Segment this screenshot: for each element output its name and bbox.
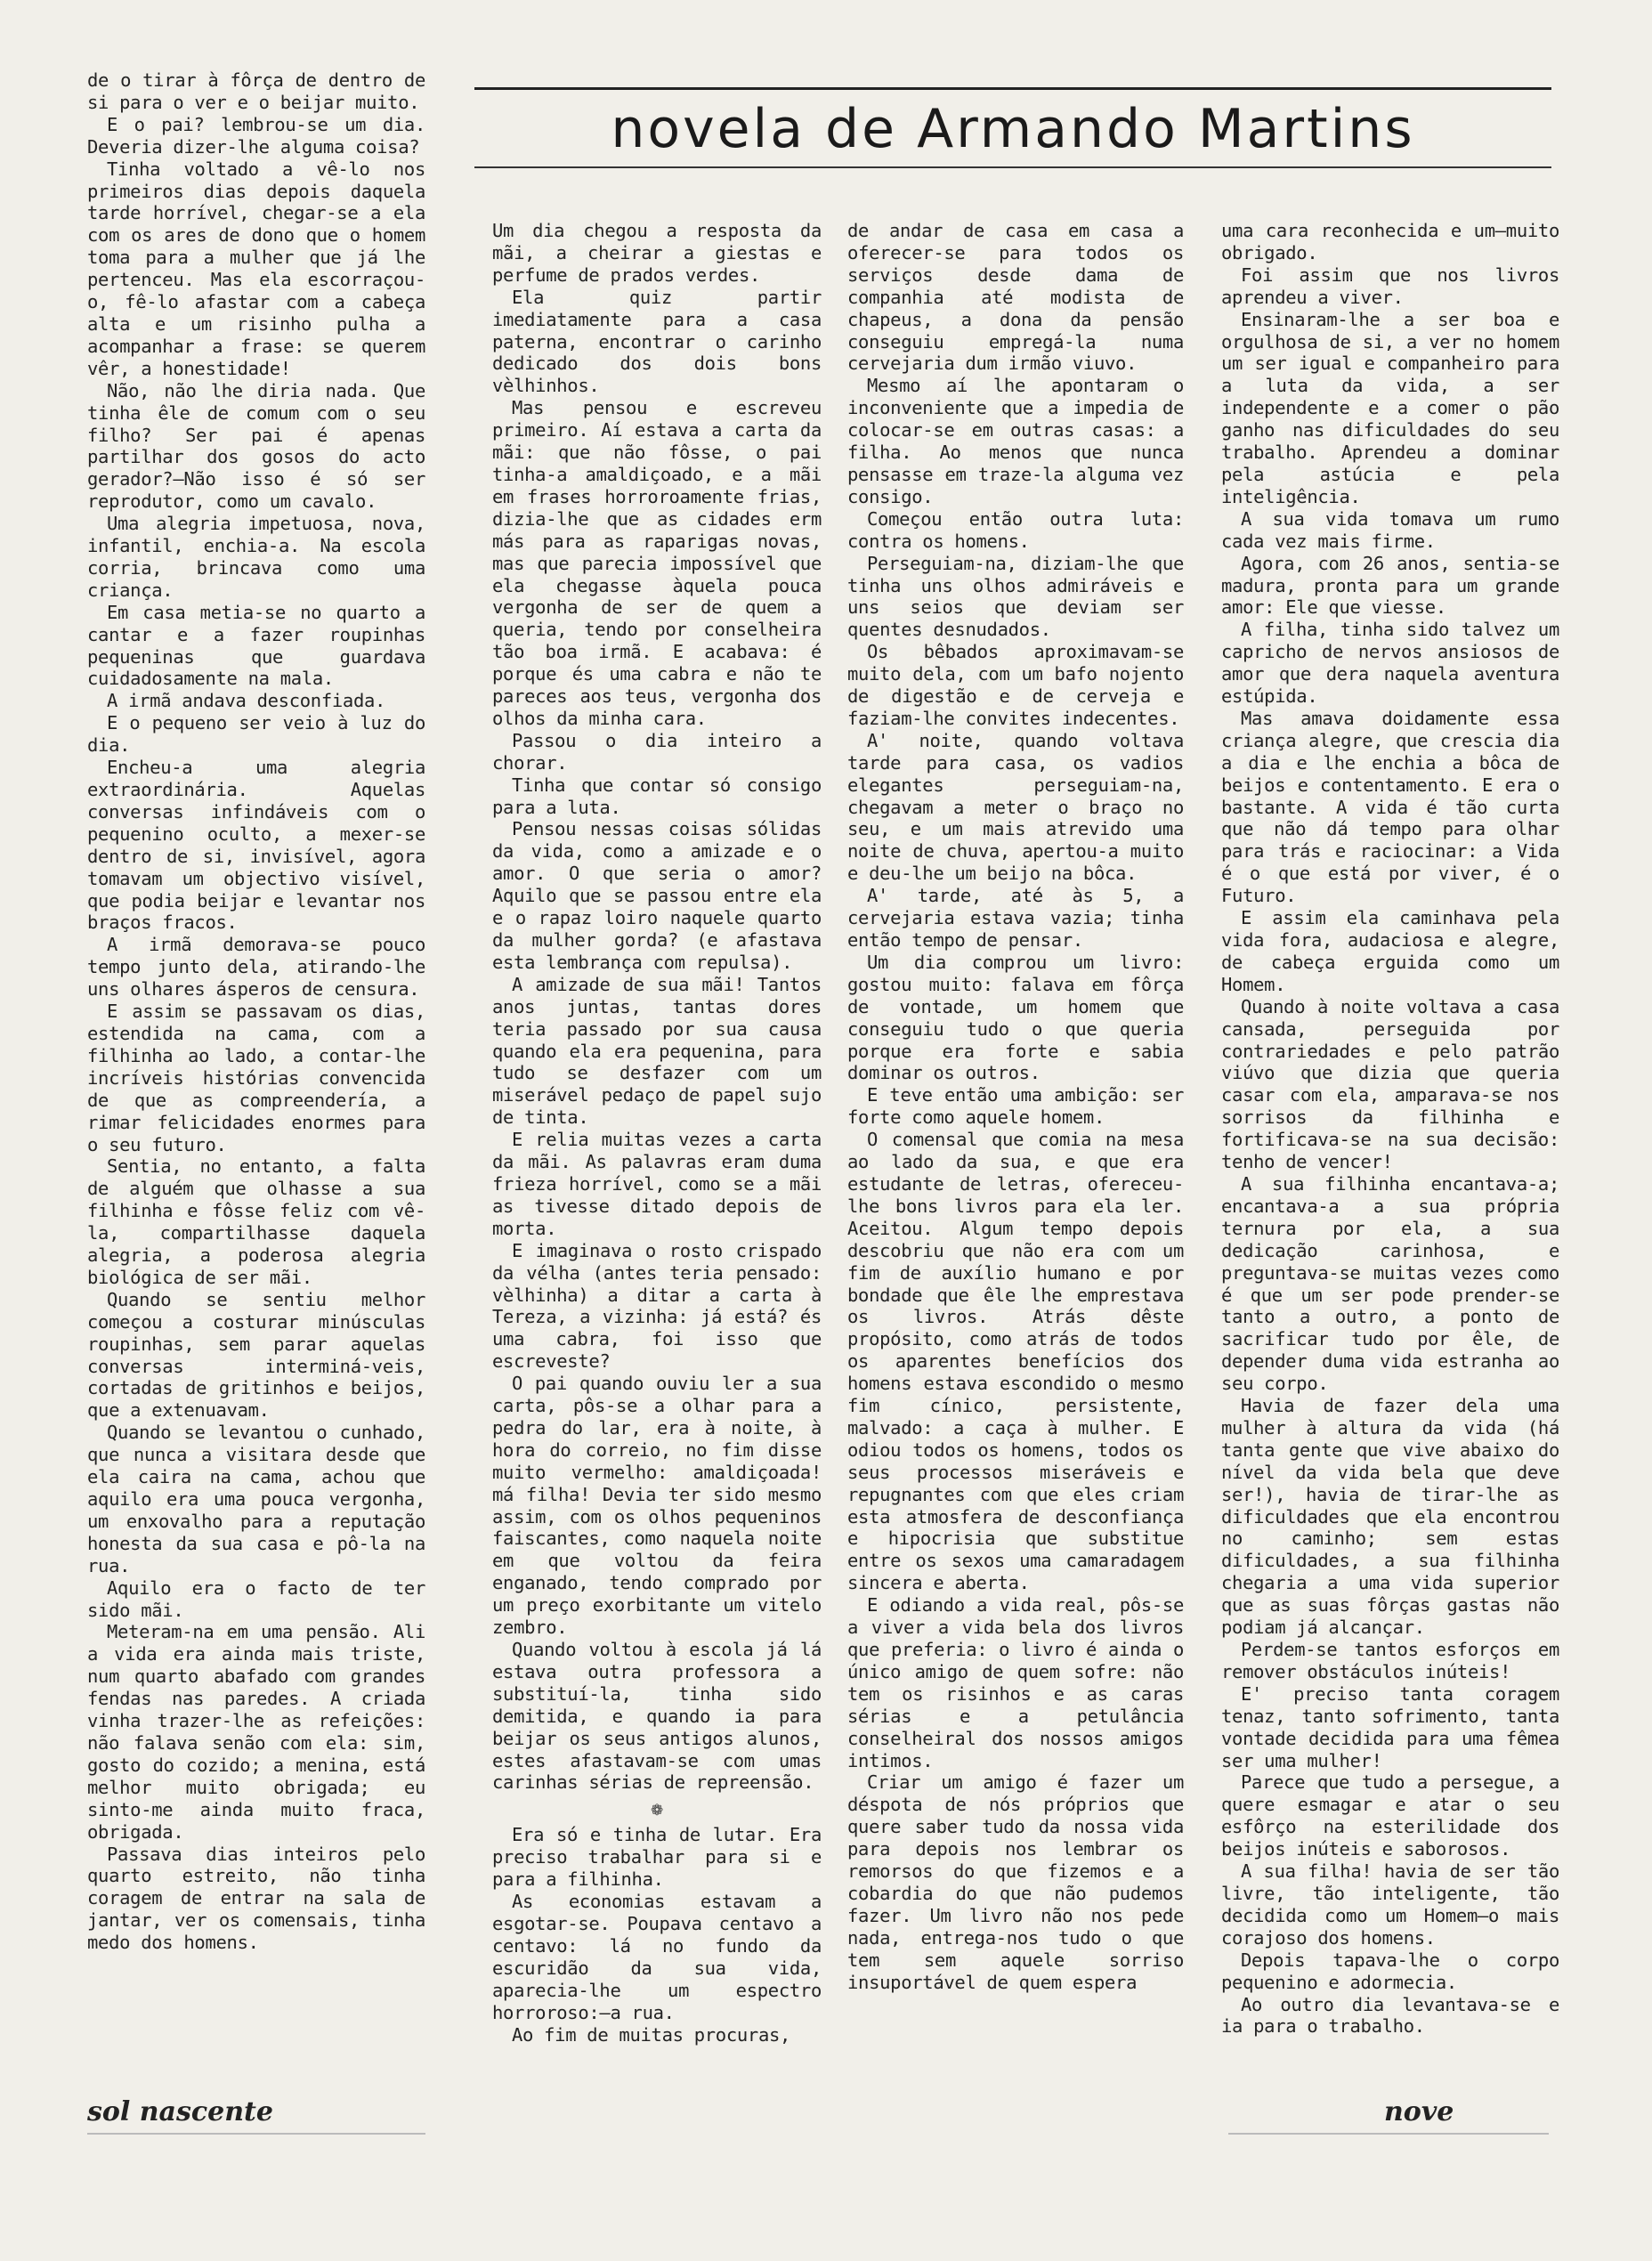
page-number-footer: nove [1384, 2096, 1454, 2127]
paragraph: A' tarde, até às 5, a cervejaria estava vazia; tinha então tempo de pensar. [847, 885, 1184, 951]
paragraph: Ela quiz partir imediatamente para a casa paterna, encontrar o carinho dedicado dos dois bons vèlhinhos. [492, 286, 822, 397]
text-column-2-part-1 [492, 220, 822, 1794]
paragraph: E imaginava o rosto crispado da vélha (antes teria pensado: vèlhinha) a ditar a carta à Tereza, a vizinha: já está? és uma cabra, foi isso que escreveste? [492, 1239, 822, 1373]
paragraph: Foi assim que nos livros aprendeu a viver. [1221, 263, 1559, 308]
paragraph: Um dia comprou um livro: gostou muito: falava em fôrça de vontade, um homem que conseguiu tudo o que queria porque era forte e sabia dominar os outros. [847, 951, 1184, 1084]
footer-rule-right [1228, 2133, 1549, 2135]
paragraph: Uma alegria impetuosa, nova, infantil, enchia-a. Na escola corria, brincava como uma criança. [87, 513, 425, 601]
paragraph: Havia de fazer dela uma mulher à altura da vida (há tanta gente que vive abaixo do nível da vida bela que deve ser!), havia de tirar-lhe as dificuldades que ela encontrou no caminho; sem estas dificuldades, a sua filhinha chegaria a uma vida superior que as suas fôrças gastas não podiam já alcançar. [1221, 1395, 1559, 1639]
text-column-3 [847, 220, 1184, 1994]
paragraph: A sua filha! havia de ser tão livre, tão inteligente, tão decidida como um Homem—o mais corajoso dos homens. [1221, 1860, 1559, 1949]
paragraph: Perseguiam-na, diziam-lhe que tinha uns olhos admiráveis e uns seios que deviam ser quentes desnudados. [847, 552, 1184, 641]
paragraph: A amizade de sua mãi! Tantos anos juntas, tantas dores teria passado por sua causa quando ela era pequenina, para tudo se desfazer com um miserável pedaço de papel sujo de tinta. [492, 973, 822, 1129]
paragraph: Em casa metia-se no quarto a cantar e a fazer roupinhas pequeninas que guardava cuidadosamente na mala. [87, 601, 425, 690]
magazine-name-footer: sol nascente [87, 2096, 273, 2127]
text-column-4 [1221, 220, 1559, 2038]
paragraph: E' preciso tanta coragem tenaz, tanto sofrimento, tanta vontade decidida para uma fêmea ser uma mulher! [1221, 1682, 1559, 1771]
paragraph: Quando à noite voltava a casa cansada, perseguida por contrariedades e pelo patrão viúvo que dizia que queria casar com ela, amparava-se nos sorrisos da filhinha e fortificava-se na sua decisão: tenho de vencer! [1221, 995, 1559, 1173]
paragraph: A filha, tinha sido talvez um capricho de nervos ansiosos de amor que dera naquela aventura estúpida. [1221, 619, 1559, 708]
paragraph: Quando voltou à escola já lá estava outra professora a substituí-la, tinha sido demitida, e quando ia para beijar os seus antigos alunos, estes afastavam-se com umas carinhas sérias de repreensão. [492, 1639, 822, 1794]
paragraph: E relia muitas vezes a carta da mãi. As palavras eram duma frieza horrível, como se a mãi as tivesse ditado depois de morta. [492, 1129, 822, 1239]
paragraph: E assim ela caminhava pela vida fora, audaciosa e alegre, de cabeça erguida como um Homem. [1221, 907, 1559, 995]
paragraph: Um dia chegou a resposta da mãi, a cheirar a giestas e perfume de prados verdes. [492, 220, 822, 286]
paragraph: A' noite, quando voltava tarde para casa, os vadios elegantes perseguiam-na, chegavam a meter o braço no seu, e um mais atrevido uma noite de chuva, apertou-a muito e deu-lhe um beijo na bôca. [847, 729, 1184, 885]
text-column-2 [492, 220, 822, 2046]
paragraph: Agora, com 26 anos, sentia-se madura, pronta para um grande amor: Ele que viesse. [1221, 552, 1559, 619]
paragraph: de andar de casa em casa a oferecer-se para todos os serviços desde dama de companhia até modista de chapeus, a dona da pensão conseguiu empregá-la numa cervejaria dum irmão viuvo. [847, 220, 1184, 375]
paragraph: Mesmo aí lhe apontaram o inconveniente que a impedia de colocar-se em outras casas: a filha. Ao menos que nunca pensasse em traze-la alguma vez consigo. [847, 375, 1184, 507]
paragraph: Perdem-se tantos esforços em remover obstáculos inúteis! [1221, 1639, 1559, 1682]
paragraph: Encheu-a uma alegria extraordinária. Aquelas conversas infindáveis com o pequenino oculto, a mexer-se dentro de si, invisível, agora tomavam um objectivo visível, que podia beijar e levantar nos braços fracos. [87, 757, 425, 934]
paragraph: Criar um amigo é fazer um déspota de nós próprios que quere saber tudo da nossa vida para depois nos lembrar os remorsos do que fizemos e a cobardia do que não pudemos fazer. Um livro não nos pede nada, entrega-nos tudo o que tem sem aquele sorriso insuportável de quem espera [847, 1771, 1184, 1993]
paragraph: As economias estavam a esgotar-se. Poupava centavo a centavo: lá no fundo da escuridão da sua vida, aparecia-lhe um espectro horroroso:—a rua. [492, 1891, 822, 2023]
paragraph: Tinha voltado a vê-lo nos primeiros dias depois daquela tarde horrível, chegar-se a ela com os ares de dono que o homem toma para a mulher que já lhe pertenceu. Mas ela escorraçou-o, fê-lo afastar com a cabeça alta e um risinho pulha a acompanhar a frase: se querem vêr, a honestidade! [87, 158, 425, 379]
paragraph: E teve então uma ambição: ser forte como aquele homem. [847, 1084, 1184, 1129]
paragraph: Sentia, no entanto, a falta de alguém que olhasse a sua filhinha e fôsse feliz com vê-la, compartilhasse daquela alegria, a poderosa alegria biológica de ser mãi. [87, 1155, 425, 1288]
paragraph: A sua filhinha encantava-a; encantava-a a sua própria ternura por ela, a sua dedicação carinhosa, e preguntava-se muitas vezes como é que um ser pode prender-se tanto a outro, a ponto de sacrificar tudo por êle, de depender duma vida estranha ao seu corpo. [1221, 1172, 1559, 1395]
paragraph: Parece que tudo a persegue, a quere esmagar e atar o seu esfôrço na esterilidade dos beijos inúteis e saborosos. [1221, 1771, 1559, 1860]
paragraph: Meteram-na em uma pensão. Ali a vida era ainda mais triste, num quarto abafado com grandes fendas nas paredes. A criada vinha trazer-lhe as refeições: não falava senão com ela: sim, gosto do cozido; a menina, está melhor muito obrigada; eu sinto-me ainda muito fraca, obrigada. [87, 1621, 425, 1843]
paragraph: E assim se passavam os dias, estendida na cama, com a filhinha ao lado, a contar-lhe incríveis histórias convencida de que as compreendería, a rimar felicidades enormes para o seu futuro. [87, 1001, 425, 1155]
paragraph: Tinha que contar só consigo para a luta. [492, 774, 822, 818]
paragraph: O comensal que comia na mesa ao lado da sua, e que era estudante de letras, ofereceu-lhe bons livros para ela ler. Aceitou. Algum tempo depois descobriu que não era com um fim de auxílio humano e por bondade que êle lhe emprestava os livros. Atrás dêste propósito, como atrás de todos os aparentes benefícios dos homens estava escondido o mesmo fim cínico, persistente, malvado: a caça à mulher. E odiou todos os homens, todos os seus processos miseráveis e repugnantes com que eles criam esta atmosfera de desconfiança e hipocrisia que substitue entre os sexos uma camaradagem sincera e aberta. [847, 1129, 1184, 1594]
paragraph: Quando se levantou o cunhado, que nunca a visitara desde que ela caira na cama, achou que aquilo era uma pouca vergonha, um enxovalho para a reputação honesta da sua casa e pô-la na rua. [87, 1422, 425, 1576]
footer-rule-left [87, 2133, 425, 2135]
section-break-ornament: ❁ [651, 1798, 663, 1821]
paragraph: Passava dias inteiros pelo quarto estreito, não tinha coragem de entrar na sala de jantar, ver os comensais, tinha medo dos homens. [87, 1843, 425, 1954]
paragraph: Quando se sentiu melhor começou a costurar minúsculas roupinhas, sem parar aquelas conversas interminá-veis, cortadas de gritinhos e beijos, que a extenuavam. [87, 1288, 425, 1422]
paragraph: Passou o dia inteiro a chorar. [492, 729, 822, 774]
paragraph: E odiando a vida real, pôs-se a viver a vida bela dos livros que preferia: o livro é ainda o único amigo de quem sofre: não tem os risinhos e as caras sérias e a petulância conselheiral dos nossos amigos intimos. [847, 1594, 1184, 1771]
text-column-2-part-2 [492, 1824, 822, 2046]
title-block [474, 87, 1551, 168]
paragraph: A irmã andava desconfiada. [107, 690, 386, 712]
title-rule-top [474, 87, 1551, 90]
paragraph: A irmã demorava-se pouco tempo junto dela, atirando-lhe uns olhares ásperos de censura. [87, 934, 425, 1001]
paragraph: Depois tapava-lhe o corpo pequenino e adormecia. [1221, 1949, 1559, 1993]
paragraph: Ao outro dia levantava-se e ia para o trabalho. [1221, 1993, 1559, 2038]
paragraph: O pai quando ouviu ler a sua carta, pôs-se a olhar para a pedra do lar, era à noite, à hora do correio, no fim disse muito vermelho: amaldiçoada! má filha! Devia ter sido mesmo assim, com os olhos pequeninos faiscantes, como naquela noite em que voltou da feira enganado, tendo comprado por um preço exorbitante um vitelo zembro. [492, 1373, 822, 1639]
title-rule-bottom [474, 166, 1551, 168]
paragraph: Começou então outra luta: contra os homens. [847, 507, 1184, 552]
paragraph: Os bêbados aproximavam-se muito dela, com um bafo nojento de digestão e de cerveja e faziam-lhe convites indecentes. [847, 641, 1184, 729]
paragraph: E o pequeno ser veio à luz do dia. [87, 712, 425, 757]
paragraph: Mas pensou e escreveu primeiro. Aí estava a carta da mãi: que não fôsse, o pai tinha-a amaldiçoado, e a mãi em frases horroroamente frias, dizia-lhe que as cidades erm más para as raparigas novas, mas que parecia impossível que ela chegasse àquela pouca vergonha de ser de quem a queria, tendo por conselheira tão boa irmã. E acabava: é porque és uma cabra e não te pareces aos teus, vergonha dos olhos da minha cara. [492, 397, 822, 729]
text-column-1 [87, 69, 425, 1954]
paragraph: Ensinaram-lhe a ser boa e orgulhosa de si, a ver no homem um ser igual e companheiro para a luta da vida, a ser independente e a comer o pão ganho nas dificuldades do seu trabalho. Aprendeu a dominar pela astúcia e pela inteligência. [1221, 308, 1559, 507]
paragraph: A sua vida tomava um rumo cada vez mais firme. [1221, 507, 1559, 552]
paragraph: Aquilo era o facto de ter sido mãi. [87, 1576, 425, 1621]
paragraph: Não, não lhe diria nada. Que tinha êle de comum com o seu filho? Ser pai é apenas partilhar dos gosos do acto gerador?—Não isso é só ser reprodutor, como um cavalo. [87, 379, 425, 513]
paragraph: E o pai? lembrou-se um dia. Deveria dizer-lhe alguma coisa? [87, 113, 425, 158]
paragraph: Era só e tinha de lutar. Era preciso trabalhar para si e para a filhinha. [492, 1824, 822, 1891]
paragraph: Pensou nessas coisas sólidas da vida, como a amizade e o amor. O que seria o amor? Aquilo que se passou entre ela e o rapaz loiro naquele quarto da mulher gorda? (e afastava esta lembrança com repulsa). [492, 818, 822, 973]
paragraph: de o tirar à fôrça de dentro de si para o ver e o beijar muito. [87, 69, 425, 113]
page-title: novela de Armando Martins [611, 98, 1415, 160]
paragraph: Mas amava doidamente essa criança alegre, que crescia dia a dia e lhe enchia a bôca de beijos e contentamento. E era o bastante. A vida é tão curta que não dá tempo para olhar para trás e raciocinar: a Vida é o que está por viver, é o Futuro. [1221, 707, 1559, 907]
paragraph: Ao fim de muitas procuras, [512, 2023, 791, 2046]
paragraph: uma cara reconhecida e um—muito obrigado. [1221, 220, 1559, 263]
